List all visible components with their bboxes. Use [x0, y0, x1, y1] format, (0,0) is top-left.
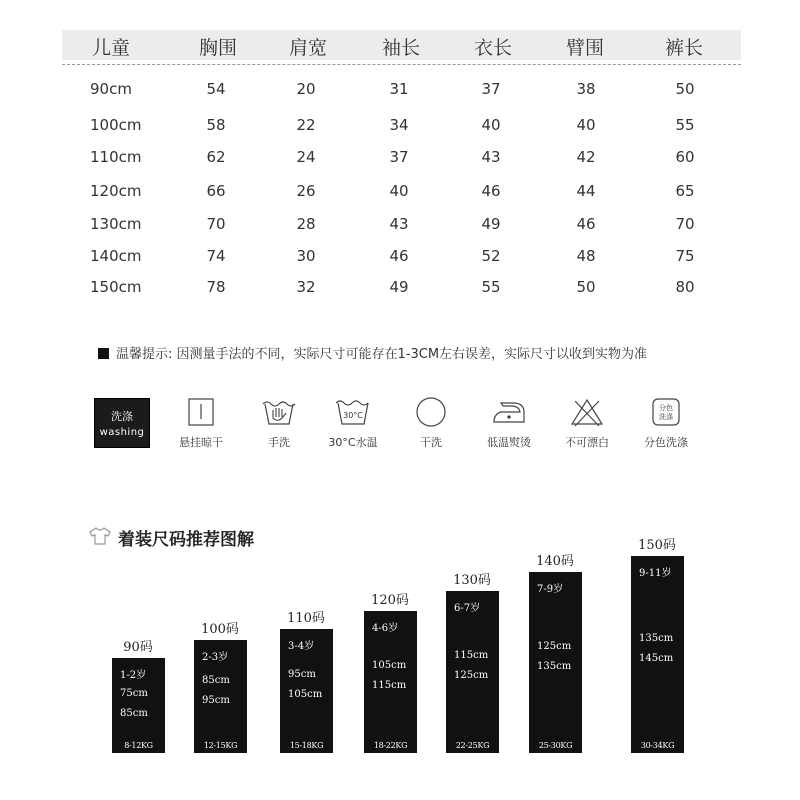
measurement-note: [98, 343, 647, 362]
table-cell: 62: [206, 148, 226, 166]
header-arm: 臂围: [565, 37, 604, 59]
bar-height-max: 95cm: [202, 694, 230, 706]
recommend-title: 着装尺码推荐图解: [118, 530, 254, 550]
bar-weight-range: 15-18KG: [289, 741, 324, 750]
bar-height-max: 135cm: [537, 660, 572, 672]
size-bar: [529, 572, 582, 753]
care-label: 干洗: [420, 436, 442, 449]
row-size-cell: 110cm: [90, 148, 142, 166]
table-cell: 24: [296, 148, 316, 166]
care-label: 30°C水温: [328, 436, 378, 449]
bar-weight-range: 22-25KG: [455, 741, 490, 750]
table-cell: 37: [389, 148, 409, 166]
table-cell: 55: [481, 278, 501, 296]
table-row: [0, 215, 800, 235]
table-row: [0, 116, 800, 136]
table-cell: 22: [296, 116, 316, 134]
bar-height-max: 125cm: [454, 670, 489, 681]
bar-age-range: 2-3岁: [202, 652, 229, 663]
bar-age-range: 1-2岁: [120, 670, 147, 681]
table-cell: 43: [481, 148, 501, 166]
table-cell: 46: [481, 182, 501, 200]
wash-30c-icon: [334, 397, 372, 427]
bar-weight-range: 8-12KG: [124, 741, 153, 750]
size-bar: [280, 629, 333, 753]
row-size-cell: 140cm: [90, 247, 142, 265]
row-size-cell: 130cm: [90, 215, 142, 233]
bar-weight-range: 18-22KG: [373, 741, 408, 750]
bar-height-min: 135cm: [639, 632, 674, 644]
table-cell: 50: [576, 278, 596, 296]
table-cell: 80: [675, 278, 695, 296]
size-bar: [194, 640, 247, 753]
wash-temp-text: 30°C: [343, 411, 363, 420]
bar-height-max: 105cm: [288, 689, 323, 700]
table-cell: 34: [389, 116, 409, 134]
table-cell: 65: [675, 182, 695, 200]
table-cell: 70: [675, 215, 695, 233]
table-cell: 78: [206, 278, 226, 296]
size-table-header: [62, 30, 741, 60]
washing-title: 洗涤: [111, 410, 133, 423]
table-cell: 75: [675, 247, 695, 265]
table-cell: 58: [206, 116, 226, 134]
table-cell: 40: [389, 182, 409, 200]
table-cell: 26: [296, 182, 316, 200]
bar-age-range: 6-7岁: [454, 603, 481, 614]
bar-height-min: 75cm: [120, 688, 148, 699]
bar-height-min: 95cm: [288, 669, 316, 680]
row-size-cell: 100cm: [90, 116, 142, 134]
table-cell: 38: [576, 80, 596, 98]
header-sleeve: 袖长: [381, 37, 420, 59]
care-separate-wash: [621, 396, 711, 450]
care-label: 不可漂白: [565, 436, 609, 449]
size-bar: [112, 658, 165, 753]
table-cell: 42: [576, 148, 596, 166]
bar-height-min: 105cm: [372, 660, 407, 671]
header-child-size: 儿童: [91, 37, 130, 59]
washing-badge: [94, 398, 150, 448]
tshirt-icon: [89, 527, 111, 545]
table-cell: 44: [576, 182, 596, 200]
table-cell: 49: [389, 278, 409, 296]
bar-height-min: 125cm: [537, 640, 572, 652]
care-dry-clean: [386, 396, 476, 450]
bar-height-min: 85cm: [202, 674, 230, 686]
table-cell: 40: [576, 116, 596, 134]
table-cell: 52: [481, 247, 501, 265]
table-cell: 40: [481, 116, 501, 134]
table-cell: 50: [675, 80, 695, 98]
size-label: 90码: [123, 640, 153, 655]
bar-height-max: 85cm: [120, 708, 148, 719]
low-iron-icon: [491, 398, 527, 426]
size-bar: [446, 591, 499, 753]
table-cell: 66: [206, 182, 226, 200]
table-cell: 32: [296, 278, 316, 296]
size-label: 110码: [287, 611, 325, 626]
table-divider: [62, 64, 741, 65]
bar-weight-range: 12-15KG: [203, 741, 238, 750]
note-text: 温馨提示: 因测量手法的不同，实际尺寸可能存在1-3CM左右误差，实际尺寸以收到实物为准: [116, 347, 648, 362]
header-pants: 裤长: [664, 37, 703, 59]
table-row: [0, 148, 800, 168]
bar-height-max: 145cm: [639, 652, 674, 664]
separate-wash-text-1: 分色: [659, 404, 673, 412]
row-size-cell: 120cm: [90, 182, 142, 200]
bar-age-range: 4-6岁: [372, 623, 399, 634]
table-cell: 20: [296, 80, 316, 98]
table-cell: 46: [576, 215, 596, 233]
bar-weight-range: 25-30KG: [538, 741, 573, 750]
size-label: 130码: [453, 573, 491, 588]
size-label: 150码: [638, 538, 676, 553]
care-no-bleach: [542, 396, 632, 450]
table-row: [0, 80, 800, 100]
table-cell: 30: [296, 247, 316, 265]
no-bleach-icon: [570, 397, 604, 427]
care-label: 低温熨烫: [487, 436, 531, 449]
bullet-square-icon: [98, 348, 109, 359]
hand-wash-icon: [261, 396, 297, 428]
bar-age-range: 7-9岁: [537, 584, 564, 595]
bar-height-max: 115cm: [372, 680, 407, 691]
header-shoulder: 肩宽: [288, 37, 327, 59]
header-chest: 胸围: [198, 37, 237, 59]
size-label: 100码: [201, 622, 239, 637]
table-cell: 28: [296, 215, 316, 233]
table-cell: 55: [675, 116, 695, 134]
row-size-cell: 90cm: [90, 80, 132, 98]
care-hang-dry: [156, 396, 246, 450]
separate-wash-text-2: 洗涤: [659, 413, 673, 421]
bar-weight-range: 30-34KG: [640, 741, 675, 750]
table-row: [0, 278, 800, 298]
care-wash-30: [308, 396, 398, 450]
table-cell: 54: [206, 80, 226, 98]
bar-height-min: 115cm: [454, 650, 489, 661]
size-label: 140码: [536, 554, 574, 569]
care-low-iron: [464, 396, 554, 450]
bar-age-range: 9-11岁: [639, 568, 672, 579]
table-cell: 48: [576, 247, 596, 265]
dry-clean-icon: [415, 396, 447, 428]
table-cell: 37: [481, 80, 501, 98]
table-cell: 49: [481, 215, 501, 233]
table-row: [0, 247, 800, 267]
separate-wash-icon: [652, 398, 680, 426]
table-cell: 46: [389, 247, 409, 265]
size-label: 120码: [371, 593, 409, 608]
bar-age-range: 3-4岁: [288, 641, 315, 652]
table-cell: 43: [389, 215, 409, 233]
table-row: [0, 182, 800, 202]
table-cell: 31: [389, 80, 409, 98]
care-label: 分色洗涤: [644, 436, 688, 449]
table-cell: 74: [206, 247, 226, 265]
size-bar: [364, 611, 417, 753]
row-size-cell: 150cm: [90, 278, 142, 296]
washing-subtitle: washing: [99, 427, 145, 438]
header-length: 衣长: [473, 37, 512, 59]
care-label: 手洗: [268, 436, 290, 449]
table-cell: 70: [206, 215, 226, 233]
size-bar: [631, 556, 684, 753]
table-cell: 60: [675, 148, 695, 166]
hang-dry-icon: [188, 398, 214, 426]
care-label: 悬挂晾干: [179, 436, 223, 449]
